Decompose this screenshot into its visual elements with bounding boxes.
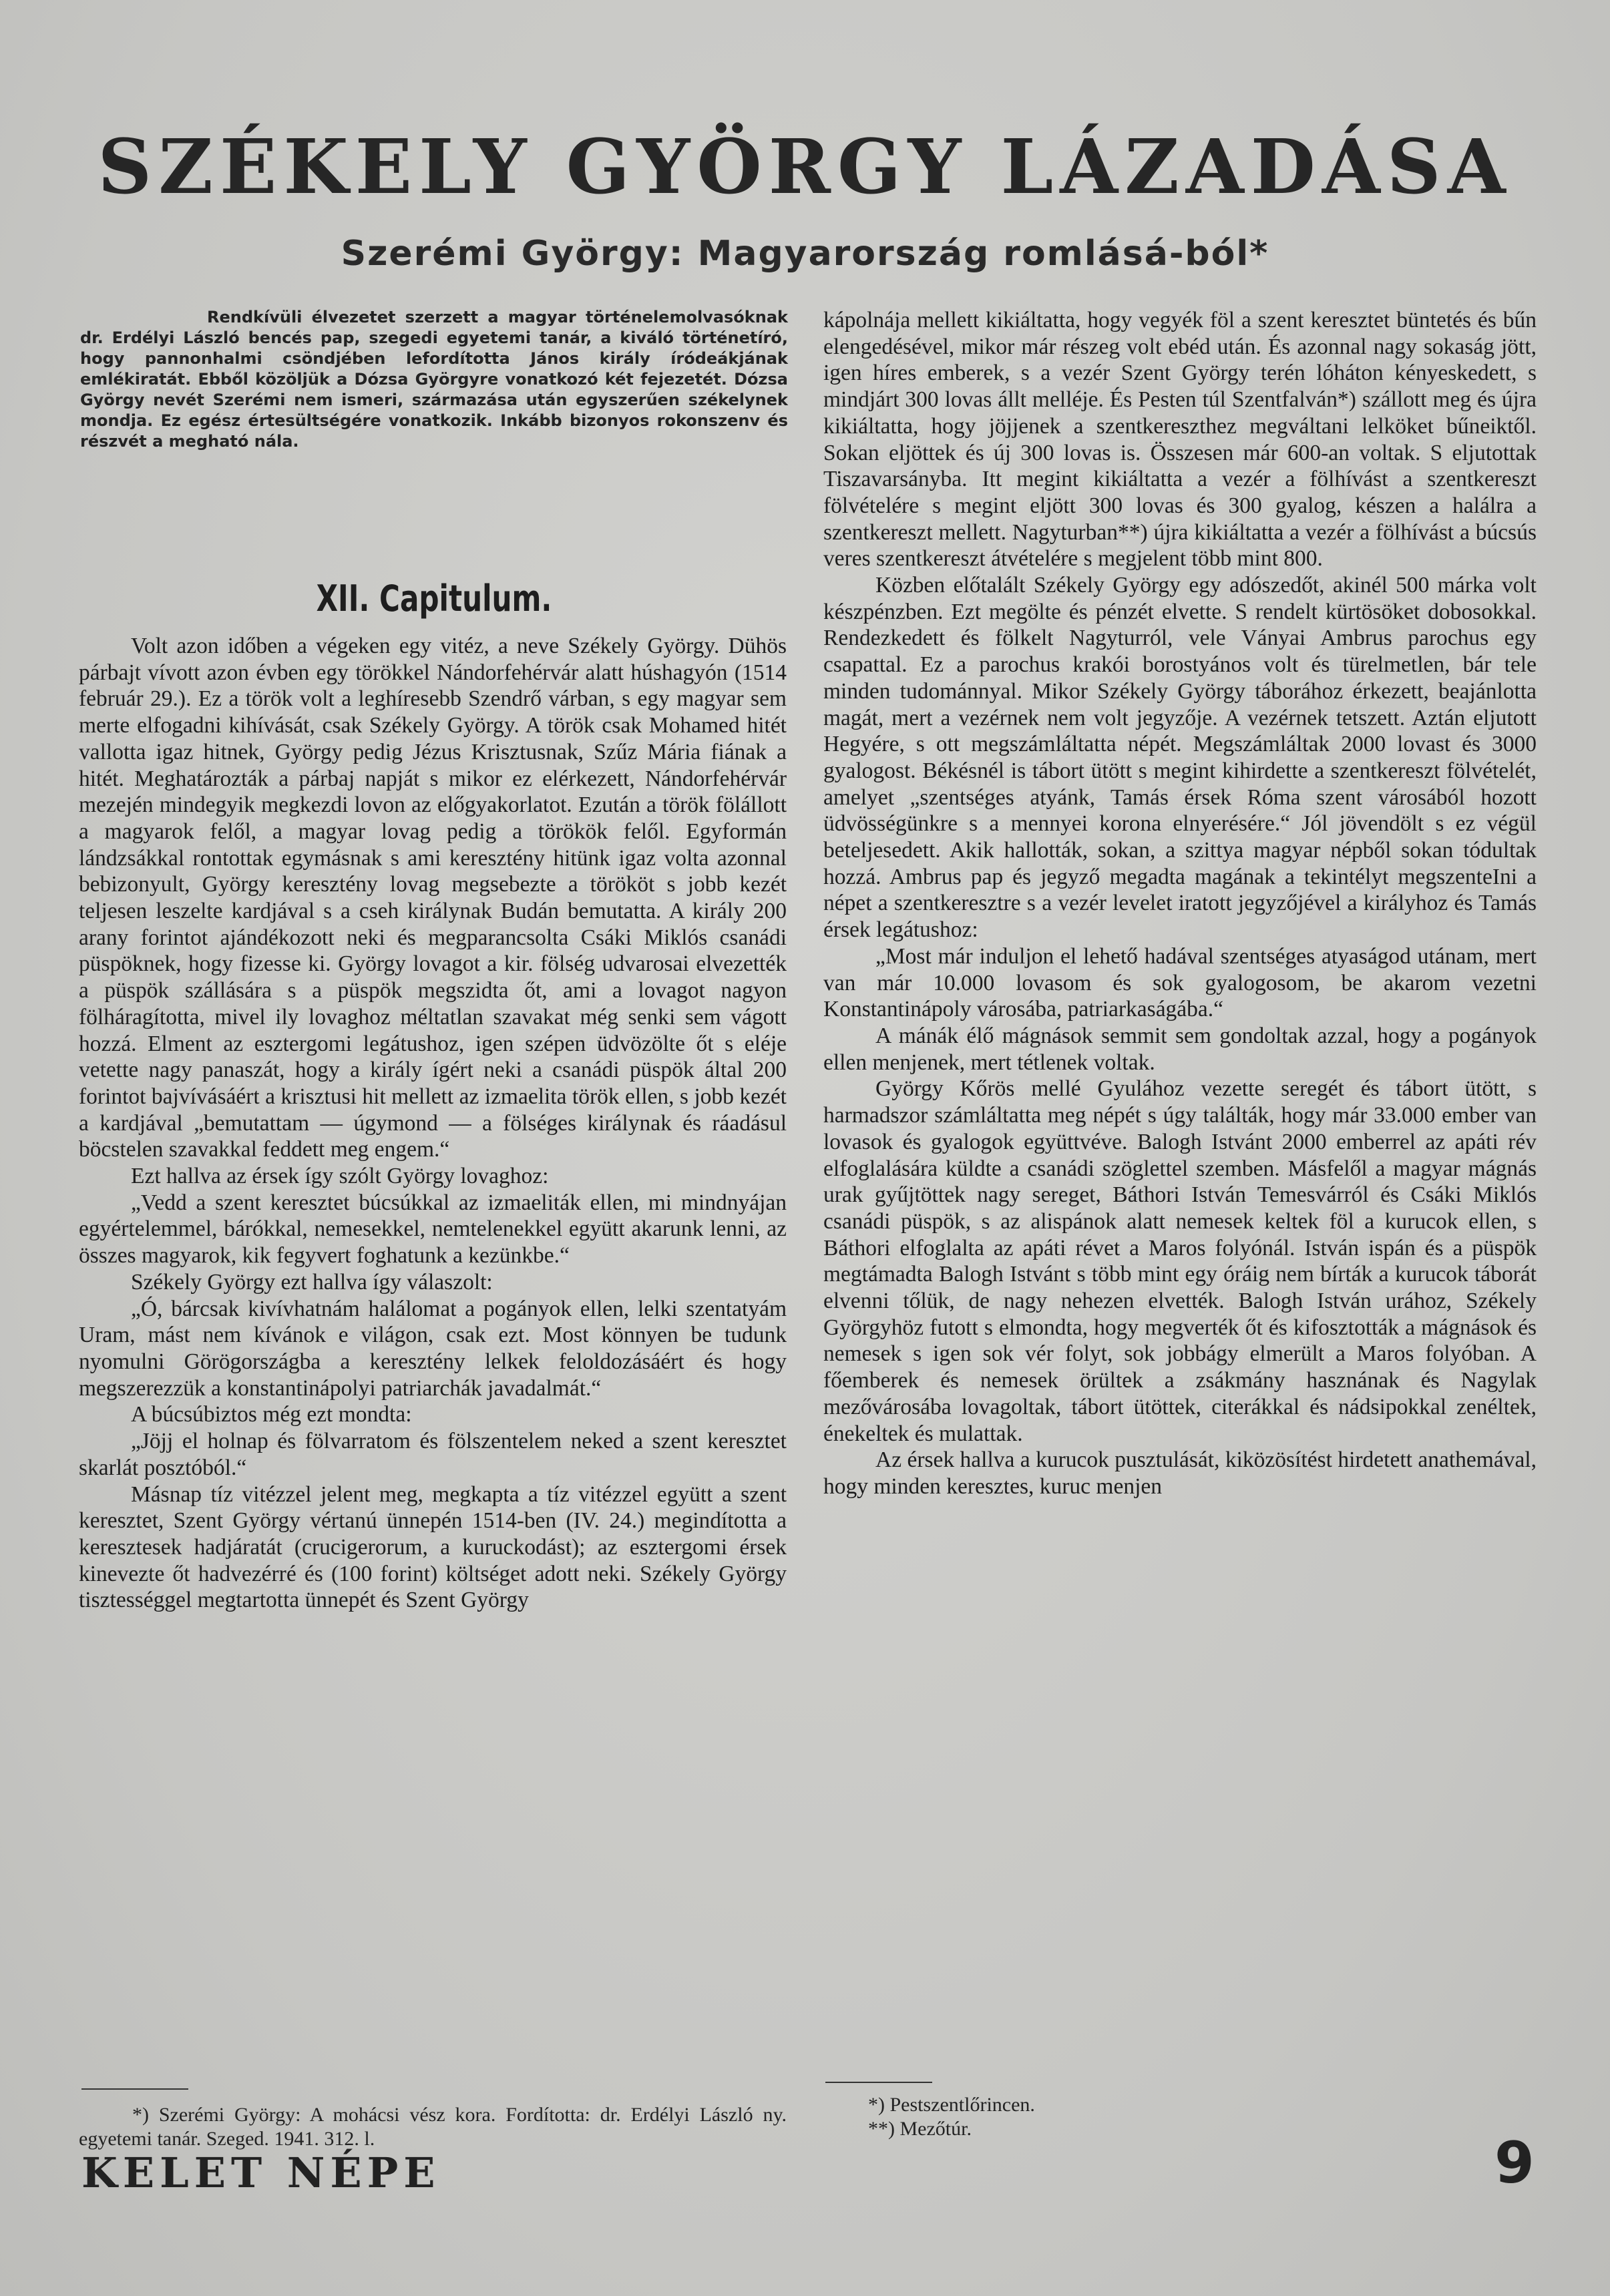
footnote-left xyxy=(79,2103,787,2151)
footnote-divider-left xyxy=(81,2088,188,2090)
intro-paragraph xyxy=(80,307,788,452)
publication-name: KELET NÉPE xyxy=(81,2148,441,2197)
left-quote-2: „Ó, bárcsak kivívhatnám halálomat a pogányok ellen, lelki szentatyám Uram, mást nem kívánok e világon, csak ezt. Most könnyen be tudunk nyomulni Görögországba a keresztény lelkek feloldozásáért és hogy megszerezzük a konstantinápolyi patriarchák javadalmát.“ xyxy=(79,1296,787,1401)
left-column xyxy=(79,633,787,1614)
article-subtitle: Szerémi György: Magyarország romlásá-ból* xyxy=(341,234,1269,274)
footnote-divider-right xyxy=(825,2082,932,2083)
page-number: 9 xyxy=(1494,2130,1535,2197)
left-quote-3: „Jöjj el holnap és fölvarratom és fölszentelem neked a szent keresztet skarlát posztóból.“ xyxy=(79,1429,787,1480)
right-paragraph-2: Közben előtalált Székely György egy adószedőt, akinél 500 márka volt készpénzben. Ezt megölte és pénzét elvette. S rendelt kürtösöket dobosokkal. Rendezkedett és fölkelt Nagyturról, vele Ványai Ambrus parochus egy csapattal. Ez a parochus krakói borostyános volt és türelmetlen, bár tele minden tudománnyal. Mikor Székely György táborához érkezett, beajánlotta magát, mert a vezérnek nem volt jegyzője. A vezérnek tetszett. Aztán eljutott Hegyére, s ott megszámláltatta népét. Megszámláltak 2000 lovast és 3000 gyalogost. Békésnél is tábort ütött s megint kihirdette a szentkereszt fölvételét, amelyet „szentséges atyánk, Tamás érsek Róma szent városából hozott üdvösségünkre s a mennyei korona elnyerésére.“ Jól jövendölt s ez végül beteljesedett. Akik hallották, sokan, a szittya magyar népből sokan tódultak hozzá. Ambrus pap és jegyző megadta magának a tekintélyt megszenteIni a népet a szentkeresztre s a vezér levelet iratott jegyzőjével a királyhoz és Tamás érsek legátushoz: xyxy=(823,573,1537,943)
left-paragraph-3: Székely György ezt hallva így válaszolt: xyxy=(131,1269,493,1295)
left-paragraph-1: Volt azon időben a végeken egy vitéz, a neve Székely György. Dühös párbajt vívott azon évben egy törökkel Nándorfehérvár alatt húshagyón (1514 február 29.). Ez a török volt a leghíresebb Szendrő várban, s egy magyar sem merte elfogadni kihívását, csak Székely György. A török csak Mohamed hitét vallotta igaz hitnek, György pedig Jézus Krisztusnak, Szűz Mária fiának a hitét. Meghatározták a párbaj napját s mikor ez elérkezett, Nándorfehérvár mezején mindegyik megkezdi lovon az előgyakorlatot. Ezután a török fölállott a magyarok felől, a magyar lovag pedig a törökök felől. Egyformán lándzsákkal rontottak egymásnak s ami keresztény hitünk igaz volta azonnal bebizonyult, György keresztény lovag megsebezte a törököt s jobb kezét teljesen leszelte kardjával s a cseh királynak Budán bemutatta. A király 200 arany forintot ajándékozott neki és megparancsolta Csáki Miklós csanádi püspöknek, hogy fizesse ki. György lovagot a kir. fölség udvarosai elvezették a püspök szállására s a püspök megszidta őt, ami a lovagot nagyon fölháragította, mivel ily lovaghoz méltatlan szavakat még senki sem vágott hozzá. Elment az esztergomi legátushoz, igen szépen üdvözölte őt s eléje vetette nagy panaszát, hogy a király ígért neki a csanádi püspök által 200 forintot bajvívásáért a krisztusi hit mellett az izmaelita török ellen, s jobb kezét a kardjával „bemutattam — úgymond — a fölséges királynak és ráadásul böcstelen szavakkal feddett meg engem.“ xyxy=(79,634,787,1162)
right-quote-1: „Most már induljon el lehető hadával szentséges atyaságod utánam, mert van már 10.000 lovasom és sok gyalogosom, be akarom vezetni Konstantinápoly városába, patriarkaságába.“ xyxy=(823,943,1537,1022)
footnote-right-2: **) Mezőtúr. xyxy=(868,2118,972,2140)
footnote-right xyxy=(868,2093,1336,2141)
right-paragraph-4: György Kőrös mellé Gyulához vezette seregét és tábort ütött, s harmadszor számláltatta meg népét s úgy találták, hogy már 33.000 ember van lovasok és gyalogok együttvéve. Balogh Istvánt 2000 emberrel az apáti rév elfoglalására küldte a csanádi szöglettel szemben. Másfelől a magyar mágnás urak gyűjtöttek nagy sereget, Báthori István Temesvárról és Csáki Miklós csanádi püspök, s az alispánok alatt nemesek keltek föl a kurucok ellen, s Báthori elfoglalta az apáti révet a Maros folyónál. István ispán és a püspök megtámadta Balogh Istvánt s több mint egy óráig nem bírták a kurucok táborát elvenni tőlük, de nagy nehezen elvették. Balogh István urához, Székely Györgyhöz futott s elmondta, hogy megverték őt és kifosztották a mágnások és nemesek s igen sok vér folyt, sok jobbágy elmerült a Maros folyóban. A főemberek és nemesek örültek a zsákmány hasznának és Nagylak mezővárosába lovagoltak, tábort ütöttek, citerákkal és nádsipokkal zenéltek, énekeltek és mulattak. xyxy=(823,1076,1537,1446)
right-paragraph-1: kápolnája mellett kikiáltatta, hogy vegyék föl a szent keresztet büntetés és bűn elengedésével, mikor már részeg volt ebéd után. És azonnal nagy sokaság jött, igen híres emberek, s a vezér Szent György terén lóháton kényeskedett, s mindjárt 300 lovas állt melléje. És Pesten túl Szentfalván*) szállott meg és újra kikiáltatta, hogy jöjjenek a szentkereszthez megváltani lelköket bűneiktől. Sokan eljöttek és új 300 lovas is. Összesen már 600-an voltak. S eljutottak Tiszavarsányba. Itt megint kikiáltatta a vezér a fölhívást a szentkereszt fölvételére s megint eljött 300 lovas és 300 gyalog, készen a halálra a szentkereszt mellett. Nagyturban**) újra kikiáltatta a vezér a fölhívást a búcsús veres szentkereszt átvételére s megjelent több mint 800. xyxy=(823,308,1537,571)
intro-text: Rendkívüli élvezetet szerzett a magyar történelemolvasóknak dr. Erdélyi László bencés pap, szegedi egyetemi tanár, a kiváló történetíró, hogy pannonhalmi csöndjében lefordította János király íródeákjának emlékiratát. Ebből közöljük a Dózsa Györgyre vonatkozó két fejezetét. Dózsa György nevét Szerémi nem ismeri, származása után egyszerűen székelynek mondja. Ez egész értesültségére vonatkozik. Inkább bizonyos rokonszenv és részvét a megható nála. xyxy=(80,308,788,451)
footnote-left-text: *) Szerémi György: A mohácsi vész kora. Fordította: dr. Erdélyi László ny. egyetemi tanár. Szeged. 1941. 312. l. xyxy=(79,2104,787,2150)
article-title: SZÉKELY GYÖRGY LÁZADÁSA xyxy=(97,124,1513,211)
footnote-right-1: *) Pestszentlőrincen. xyxy=(868,2094,1035,2116)
right-column xyxy=(823,307,1537,1500)
left-paragraph-5: Másnap tíz vitézzel jelent meg, megkapta a tíz vitézzel együtt a szent keresztet, Szent György vértanú ünnepén 1514-ben (IV. 24.) megindította a keresztesek hadjáratát (crucigerorum, a kuruckodást); az esztergomi érsek kinevezte őt hadvezérré és (100 forint) költséget adott neki. Székely György tisztességgel megtartotta ünnepét és Szent György xyxy=(79,1481,787,1613)
left-quote-1: „Vedd a szent keresztet búcsúkkal az izmaeliták ellen, mi mindnyájan egyértelemmel, bárókkal, nemesekkel, nemtelenekkel együtt akarunk lenni, az összes magyarok, kik fegyvert foghatunk a kezünkbe.“ xyxy=(79,1190,787,1269)
right-paragraph-3: A mánák élő mágnások semmit sem gondoltak azzal, hogy a pogányok ellen menjenek, mert tétlenek voltak. xyxy=(823,1023,1537,1075)
left-paragraph-4: A búcsúbiztos még ezt mondta: xyxy=(131,1402,412,1427)
right-paragraph-5: Az érsek hallva a kurucok pusztulását, kiközösítést hirdetett anathemával, hogy minden keresztes, kuruc menjen xyxy=(823,1447,1537,1499)
chapter-heading: XII. Capitulum. xyxy=(316,578,552,620)
left-paragraph-2: Ezt hallva az érsek így szólt György lovaghoz: xyxy=(131,1164,549,1189)
